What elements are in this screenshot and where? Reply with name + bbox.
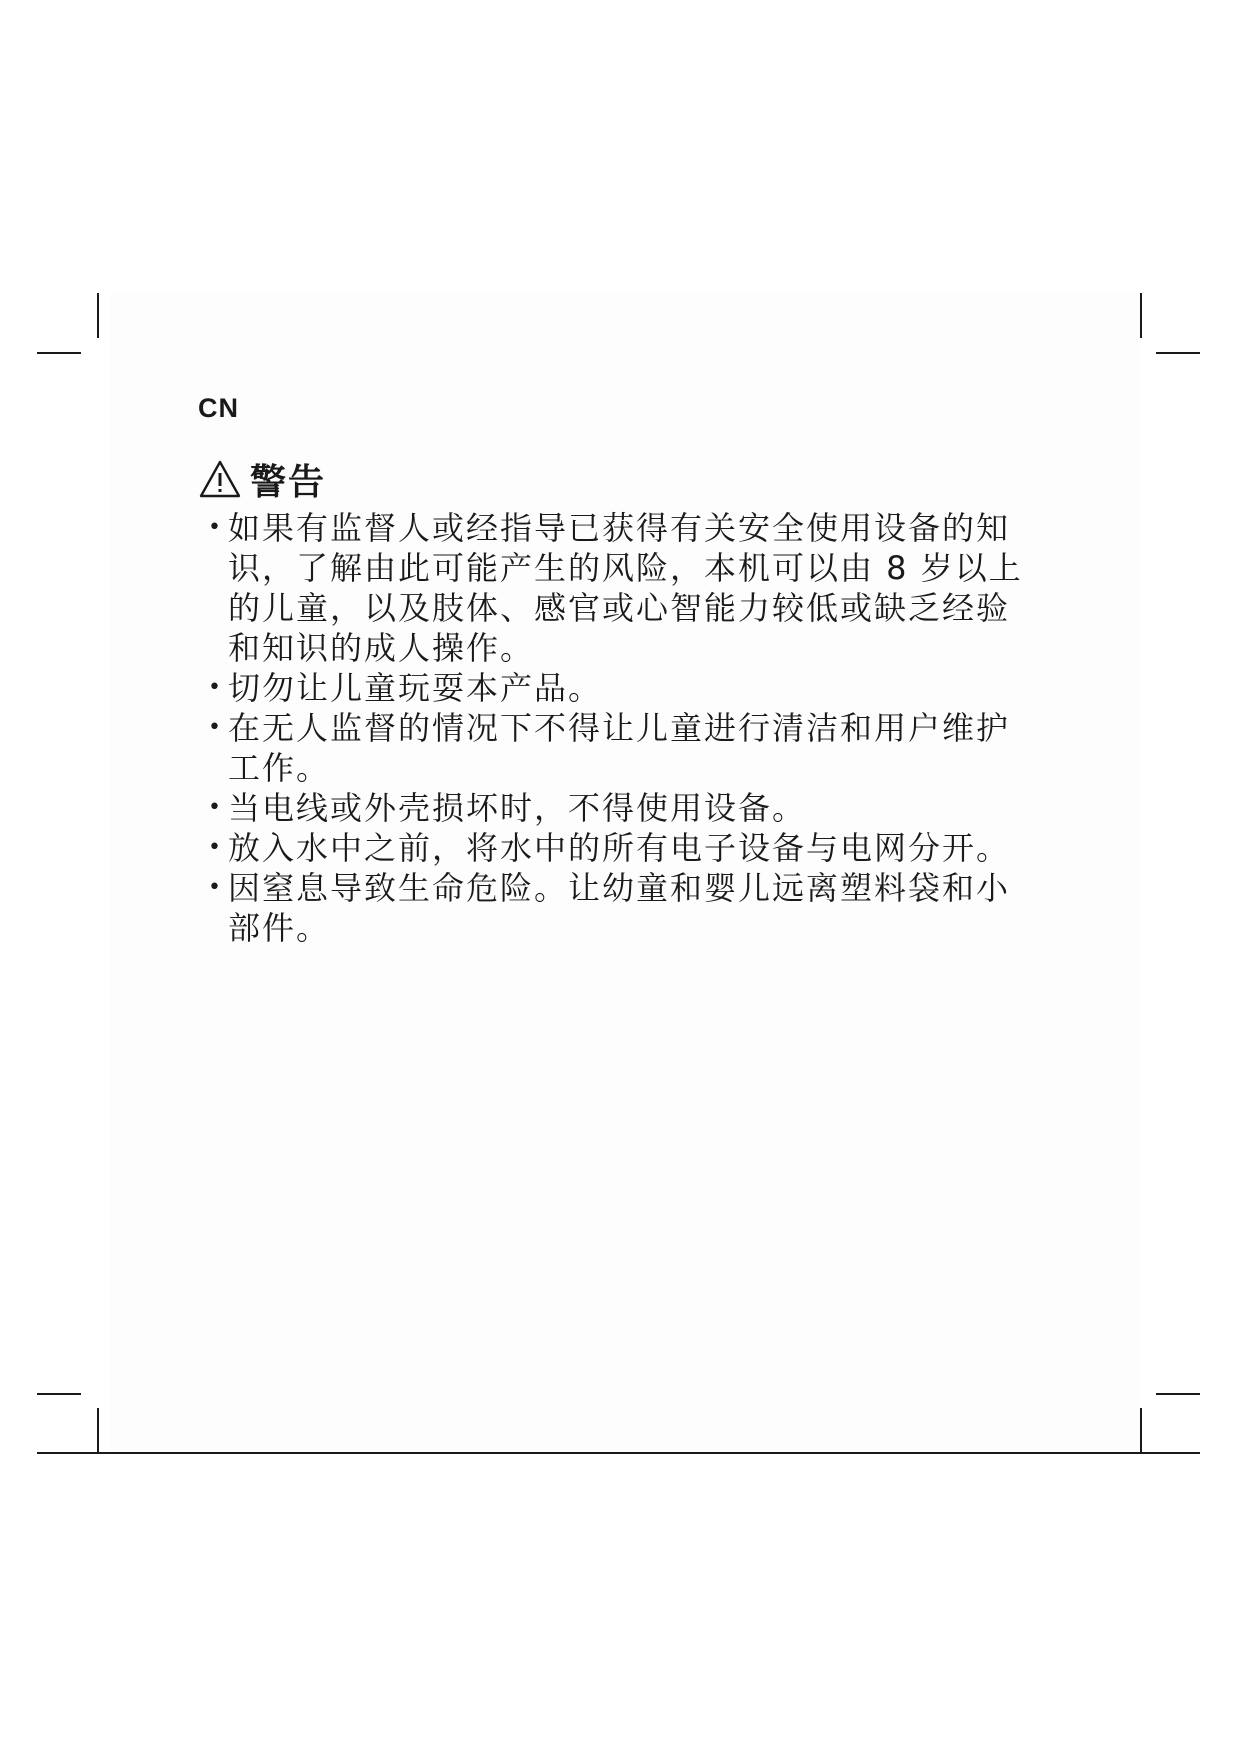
- warning-item: [208, 708, 1038, 788]
- warning-triangle-icon: [198, 459, 242, 499]
- bullet: •: [208, 875, 223, 900]
- warning-item: [208, 508, 1038, 668]
- warning-text: 当电线或外壳损坏时，不得使用设备。: [228, 789, 807, 827]
- language-code: CN: [198, 393, 239, 423]
- warning-item: [208, 868, 1038, 948]
- crop-mark-top-left-vertical: [97, 293, 99, 338]
- warning-text: 切勿让儿童玩耍本产品。: [228, 669, 603, 707]
- crop-mark-bottom-right-vertical: [1140, 1408, 1142, 1453]
- crop-mark-bottom-left-horizontal: [37, 1393, 81, 1395]
- warning-text: 如果有监督人或经指导已获得有关安全使用设备的知识，了解由此可能产生的风险，本机可以由 8 岁以上的儿童，以及肢体、感官或心智能力较低或缺乏经验和知识的成人操作。: [228, 509, 1023, 667]
- bullet: •: [208, 715, 223, 740]
- crop-mark-bottom-right-horizontal: [1156, 1393, 1200, 1395]
- warning-item: [208, 788, 1038, 828]
- crop-mark-bottom-left-vertical: [97, 1408, 99, 1453]
- warning-text: 在无人监督的情况下不得让儿童进行清洁和用户维护工作。: [228, 709, 1011, 787]
- warning-item: [208, 668, 1038, 708]
- bullet: •: [208, 675, 223, 700]
- crop-mark-top-right-horizontal: [1156, 352, 1200, 354]
- crop-mark-top-left-horizontal: [37, 352, 81, 354]
- bottom-trim-line: [37, 1452, 1200, 1454]
- heading-text: 警告: [250, 461, 327, 503]
- warning-heading: [198, 454, 326, 504]
- bullet: •: [208, 835, 223, 860]
- warning-item: [208, 828, 1038, 868]
- warning-text: 放入水中之前，将水中的所有电子设备与电网分开。: [228, 829, 1011, 867]
- crop-mark-top-right-vertical: [1140, 293, 1142, 338]
- bullet: •: [208, 515, 223, 540]
- warning-text: 因窒息导致生命危险。让幼童和婴儿远离塑料袋和小部件。: [228, 869, 1011, 947]
- warning-list: [208, 508, 1038, 948]
- bullet: •: [208, 795, 223, 820]
